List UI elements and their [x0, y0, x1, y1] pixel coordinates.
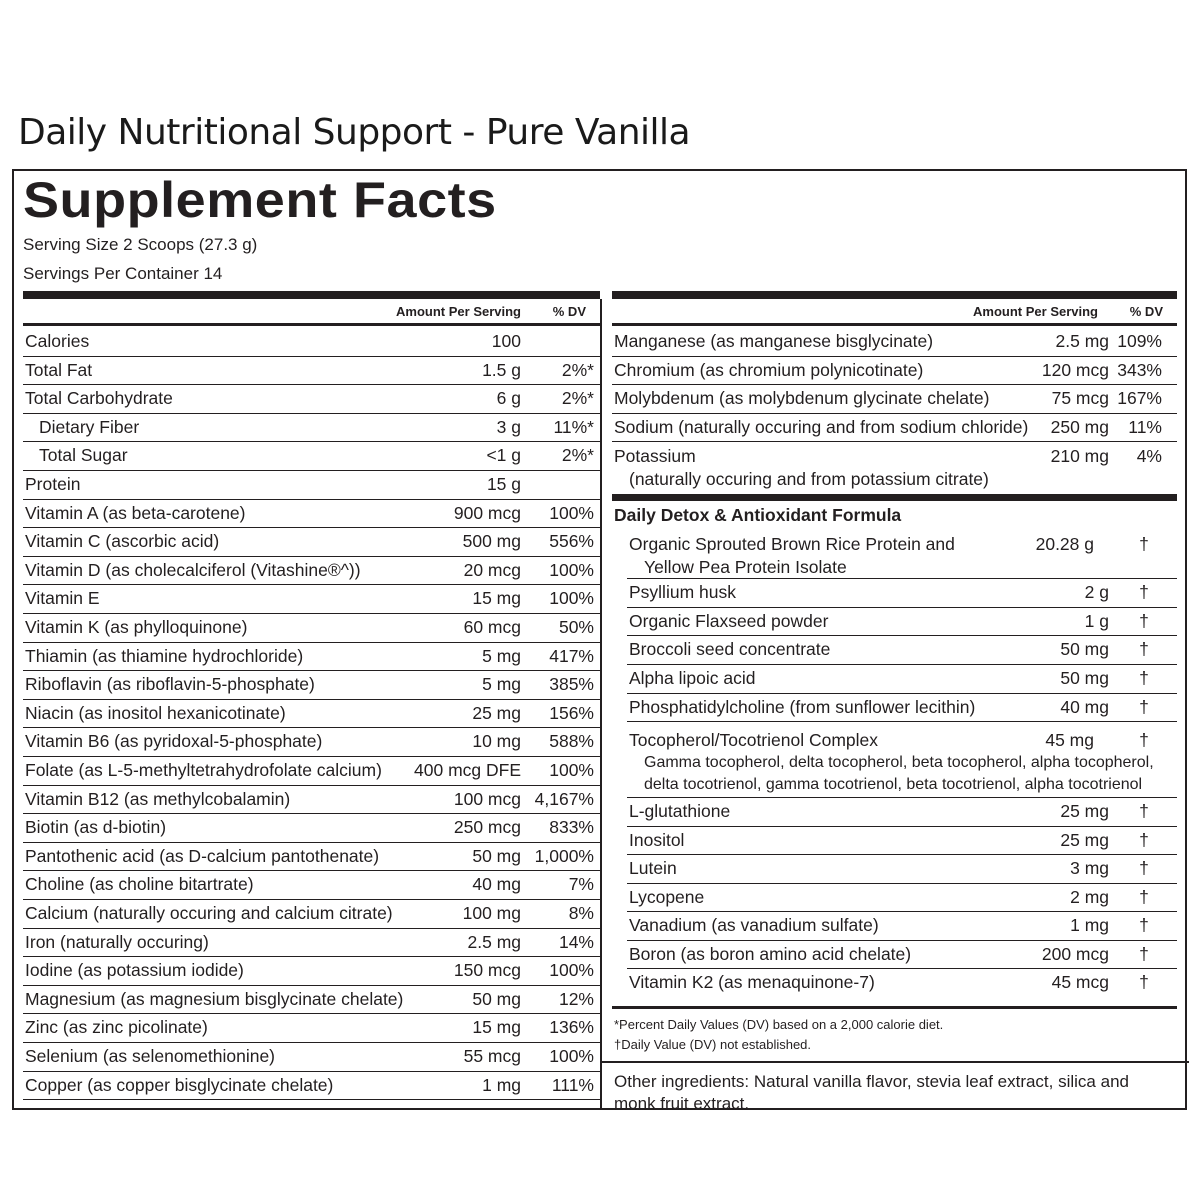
nutrient-amount: 210 mg [1050, 446, 1109, 466]
nutrient-name: Molybdenum (as molybdenum glycinate chelate) [614, 388, 990, 409]
ingredient-amount: 3 mg [1070, 858, 1109, 878]
nutrient-amount: 400 mcg DFE [414, 760, 521, 780]
formula-row [627, 855, 1177, 884]
nutrient-row [23, 671, 600, 700]
nutrient-dv: 8% [568, 903, 594, 923]
nutrient-amount: 250 mg [1050, 416, 1109, 437]
ingredient-dv: † [1139, 801, 1149, 821]
ingredient-amount: 40 mg [1060, 696, 1109, 717]
nutrient-dv: 1,000% [534, 845, 594, 866]
nutrient-row [23, 900, 600, 929]
ingredient-amount: 2 g [1084, 582, 1109, 602]
nutrient-name: Niacin (as inositol hexanicotinate) [25, 702, 286, 723]
ingredient-amount: 20.28 g [1035, 534, 1094, 554]
product-title: Daily Nutritional Support - Pure Vanilla [18, 112, 691, 153]
ingredient-amount: 2 mg [1070, 886, 1109, 907]
nutrient-dv: 4% [1136, 446, 1162, 466]
nutrient-name: Riboflavin (as riboflavin-5-phosphate) [25, 674, 315, 695]
nutrient-name: Vitamin E [25, 588, 100, 609]
nutrient-name: Iron (naturally occuring) [25, 931, 209, 952]
ingredient-name: Vanadium (as vanadium sulfate) [629, 915, 879, 935]
nutrient-amount: 55 mcg [463, 1046, 521, 1066]
formula-row [627, 912, 1177, 941]
ingredient-dv: † [1139, 696, 1149, 717]
nutrient-row [23, 843, 600, 872]
nutrient-row [23, 585, 600, 614]
dv-header: % DV [552, 304, 586, 319]
ingredient-dv: † [1139, 582, 1149, 602]
nutrient-amount: <1 g [486, 445, 521, 466]
nutrient-row [612, 414, 1177, 443]
ingredient-amount: 25 mg [1060, 801, 1109, 821]
ingredient-amount: 1 g [1084, 610, 1109, 631]
formula-row [627, 579, 1177, 608]
nutrient-amount: 250 mcg [453, 817, 521, 838]
ingredient-name: Boron (as boron amino acid chelate) [629, 943, 912, 964]
nutrient-name: Sodium (naturally occuring and from sodium chloride) [614, 416, 1029, 437]
nutrient-name: Vitamin C (ascorbic acid) [25, 531, 220, 552]
nutrient-name: Folate (as L-5-methyltetrahydrofolate calcium) [25, 760, 382, 780]
header-rule [23, 323, 600, 326]
formula-row [627, 884, 1177, 913]
nutrient-dv: 111% [551, 1074, 594, 1095]
nutrient-name: Vitamin B12 (as methylcobalamin) [25, 788, 291, 809]
nutrient-row [23, 643, 600, 672]
nutrient-amount: 50 mg [472, 845, 521, 866]
nutrient-name: Selenium (as selenomethionine) [25, 1046, 275, 1066]
nutrient-amount: 6 g [496, 388, 521, 409]
nutrient-dv: 343% [1117, 359, 1162, 380]
ingredient-dv: † [1139, 858, 1149, 878]
ingredient-dv: † [1139, 886, 1149, 907]
nutrient-name: Vitamin A (as beta-carotene) [25, 502, 246, 523]
ingredient-amount: 50 mg [1060, 639, 1109, 660]
nutrient-dv: 4,167% [534, 788, 594, 809]
nutrient-row [23, 929, 600, 958]
nutrient-amount: 1 mg [482, 1074, 521, 1095]
panel-title: Supplement Facts [23, 172, 497, 228]
nutrient-row [23, 442, 600, 471]
nutrient-dv: 136% [549, 1017, 594, 1038]
nutrient-name: Vitamin B6 (as pyridoxal-5-phosphate) [25, 731, 323, 752]
nutrient-amount: 60 mcg [463, 617, 521, 637]
ingredient-name-line2: Yellow Pea Protein Isolate [644, 557, 847, 577]
nutrient-dv: 100% [549, 588, 594, 609]
ingredient-detail-1: Gamma tocopherol, delta tocopherol, beta tocopherol, alpha tocopherol, [644, 754, 1154, 771]
footnote-dv: *Percent Daily Values (DV) based on a 2,000 calorie diet. [614, 1017, 944, 1032]
nutrient-dv: 14% [558, 931, 594, 952]
nutrient-amount: 1.5 g [482, 359, 521, 380]
nutrient-amount: 20 mcg [463, 559, 521, 580]
footnote-rule [612, 1006, 1177, 1009]
ingredient-dv: † [1139, 829, 1149, 850]
nutrient-name: Iodine (as potassium iodide) [25, 960, 244, 981]
ingredient-dv: † [1139, 972, 1149, 992]
nutrient-row [23, 357, 600, 386]
nutrient-name: Vitamin K (as phylloquinone) [25, 617, 248, 637]
formula-row [627, 798, 1177, 827]
nutrient-dv: 385% [549, 674, 594, 695]
nutrient-name: Calcium (naturally occuring and calcium citrate) [25, 903, 393, 923]
nutrient-row [23, 728, 600, 757]
nutrient-dv: 556% [549, 531, 594, 552]
nutrient-row [23, 1043, 600, 1072]
ingredient-name: Lycopene [629, 886, 705, 907]
nutrient-row [23, 1014, 600, 1043]
ingredient-dv: † [1139, 610, 1149, 631]
nutrient-amount: 2.5 mg [467, 931, 521, 952]
ingredient-name: Lutein [629, 858, 677, 878]
ingredient-amount: 200 mcg [1041, 943, 1109, 964]
ingredient-name: Broccoli seed concentrate [629, 639, 831, 660]
nutrient-name: Magnesium (as magnesium bisglycinate chelate) [25, 988, 404, 1009]
nutrient-amount: 40 mg [472, 874, 521, 895]
ingredient-dv: † [1139, 730, 1149, 750]
nutrient-row [23, 614, 600, 643]
nutrient-dv: 2%* [561, 388, 594, 409]
dv-header: % DV [1129, 304, 1163, 319]
nutrient-amount: 10 mg [472, 731, 521, 752]
supplement-facts-panel [12, 169, 1187, 1113]
ingredient-name: Organic Flaxseed powder [629, 610, 829, 631]
nutrient-name: Copper (as copper bisglycinate chelate) [25, 1074, 334, 1095]
ingredient-name: Inositol [629, 829, 685, 850]
nutrient-dv: 100% [549, 760, 594, 780]
formula-row-protein [627, 531, 1177, 579]
other-ingredients: Other ingredients: Natural vanilla flavor, stevia leaf extract, silica and monk fruit extract. [614, 1072, 1129, 1113]
other-ingredients-rule [600, 1061, 1189, 1063]
nutrient-name: Zinc (as zinc picolinate) [25, 1017, 208, 1038]
ingredient-name: Vitamin K2 (as menaquinone-7) [629, 972, 875, 992]
formula-title: Daily Detox & Antioxidant Formula [614, 505, 902, 525]
nutrient-dv: 109% [1117, 331, 1162, 351]
nutrient-name: Calories [25, 331, 90, 351]
nutrient-row [23, 700, 600, 729]
nutrient-dv: 167% [1117, 388, 1162, 409]
ingredient-detail-2: delta tocotrienol, gamma tocotrienol, beta tocotrienol, alpha tocotrienol [644, 776, 1143, 793]
nutrient-dv: 11% [1128, 416, 1162, 437]
nutrient-name: Dietary Fiber [39, 416, 140, 437]
nutrient-dv: 588% [549, 731, 594, 752]
nutrient-row [23, 986, 600, 1015]
ingredient-dv: † [1139, 668, 1149, 689]
nutrient-name: Pantothenic acid (as D-calcium pantothenate) [25, 845, 380, 866]
nutrient-amount: 5 mg [482, 645, 521, 666]
nutrient-amount: 5 mg [482, 674, 521, 695]
nutrient-dv: 2%* [561, 359, 594, 380]
nutrient-amount: 100 [491, 331, 521, 351]
nutrient-row [23, 471, 600, 500]
formula-bar [612, 494, 1177, 501]
nutrient-amount: 15 g [486, 474, 521, 494]
nutrient-amount: 120 mcg [1041, 359, 1109, 380]
footnote-dagger: †Daily Value (DV) not established. [614, 1037, 812, 1052]
nutrient-name: Biotin (as d-biotin) [25, 817, 167, 838]
nutrient-amount: 25 mg [472, 702, 521, 723]
nutrient-name: Vitamin D (as cholecalciferol (Vitashine®^)) [25, 559, 361, 580]
nutrient-amount: 100 mcg [453, 788, 521, 809]
nutrient-row [23, 557, 600, 586]
nutrient-amount: 3 g [496, 416, 521, 437]
nutrient-row [612, 328, 1177, 357]
formula-row [627, 941, 1177, 970]
nutrient-row [612, 357, 1177, 386]
formula-row-tocopherol [627, 727, 1177, 798]
nutrient-dv: 12% [558, 988, 594, 1009]
ingredient-amount: 25 mg [1060, 829, 1109, 850]
ingredient-name: Alpha lipoic acid [629, 668, 756, 689]
nutrient-name: Chromium (as chromium polynicotinate) [614, 359, 924, 380]
nutrient-amount: 50 mg [472, 988, 521, 1009]
nutrient-dv: 100% [549, 960, 594, 981]
nutrient-amount: 900 mcg [453, 502, 521, 523]
nutrient-dv: 100% [549, 559, 594, 580]
ingredient-name: Tocopherol/Tocotrienol Complex [629, 730, 879, 750]
nutrient-dv: 2%* [561, 445, 594, 466]
nutrient-row [23, 957, 600, 986]
formula-row [627, 694, 1177, 723]
ingredient-amount: 45 mcg [1051, 972, 1109, 992]
nutrient-row [23, 500, 600, 529]
ingredient-amount: 50 mg [1060, 668, 1109, 689]
nutrient-amount: 15 mg [472, 588, 521, 609]
header-rule [612, 323, 1177, 326]
nutrient-name: Manganese (as manganese bisglycinate) [614, 331, 934, 351]
nutrient-amount: 100 mg [462, 903, 521, 923]
ingredient-amount: 45 mg [1045, 730, 1094, 750]
nutrient-row [23, 385, 600, 414]
formula-row [627, 636, 1177, 665]
nutrient-row [23, 328, 600, 357]
nutrient-detail: (naturally occuring and from potassium citrate) [629, 469, 989, 489]
nutrient-amount: 2.5 mg [1055, 331, 1109, 351]
nutrient-amount: 150 mcg [453, 960, 521, 981]
ingredient-dv: † [1139, 943, 1149, 964]
amount-header: Amount Per Serving [973, 304, 1098, 319]
ingredient-dv: † [1139, 534, 1149, 554]
right-column [612, 299, 1177, 1113]
nutrient-name: Total Sugar [39, 445, 128, 466]
nutrient-amount: 75 mcg [1051, 388, 1109, 409]
top-bar-right [612, 291, 1177, 299]
left-column [23, 299, 600, 1110]
ingredient-name: Organic Sprouted Brown Rice Protein and [629, 534, 955, 554]
nutrient-name: Choline (as choline bitartrate) [25, 874, 254, 895]
nutrient-dv: 11%* [553, 416, 594, 437]
top-bar-left [23, 291, 600, 299]
ingredient-dv: † [1139, 915, 1149, 935]
nutrient-row [23, 871, 600, 900]
left-column-header [23, 299, 600, 323]
nutrient-dv: 7% [568, 874, 594, 895]
nutrient-dv: 50% [558, 617, 594, 637]
nutrient-row [23, 414, 600, 443]
formula-row [627, 969, 1177, 997]
nutrient-row-potassium [612, 440, 1177, 487]
nutrient-dv: 417% [549, 645, 594, 666]
serving-size: Serving Size 2 Scoops (27.3 g) [23, 235, 258, 254]
nutrient-dv: 156% [549, 702, 594, 723]
ingredient-dv: † [1139, 639, 1149, 660]
ingredient-amount: 1 mg [1070, 915, 1109, 935]
ingredient-name: Phosphatidylcholine (from sunflower lecithin) [629, 696, 976, 717]
nutrient-row [612, 385, 1177, 414]
nutrient-name: Thiamin (as thiamine hydrochloride) [25, 645, 304, 666]
amount-header: Amount Per Serving [396, 304, 521, 319]
right-column-header [612, 299, 1177, 323]
nutrient-amount: 15 mg [472, 1017, 521, 1038]
nutrient-row [23, 528, 600, 557]
ingredient-name: L-glutathione [629, 801, 731, 821]
nutrient-name: Protein [25, 474, 81, 494]
formula-row [627, 665, 1177, 694]
formula-row [627, 827, 1177, 856]
nutrient-name: Total Fat [25, 359, 93, 380]
nutrient-row [23, 814, 600, 843]
servings-per-container: Servings Per Container 14 [23, 264, 223, 283]
nutrient-row [23, 786, 600, 815]
column-divider [600, 299, 602, 1108]
nutrient-name: Total Carbohydrate [25, 388, 173, 409]
nutrient-row [23, 1072, 600, 1101]
nutrient-name: Potassium [614, 446, 696, 466]
nutrient-dv: 100% [549, 502, 594, 523]
nutrient-dv: 833% [549, 817, 594, 838]
formula-row [627, 608, 1177, 637]
nutrient-row [23, 757, 600, 786]
nutrient-dv: 100% [549, 1046, 594, 1066]
ingredient-name: Psyllium husk [629, 582, 736, 602]
nutrient-amount: 500 mg [462, 531, 521, 552]
